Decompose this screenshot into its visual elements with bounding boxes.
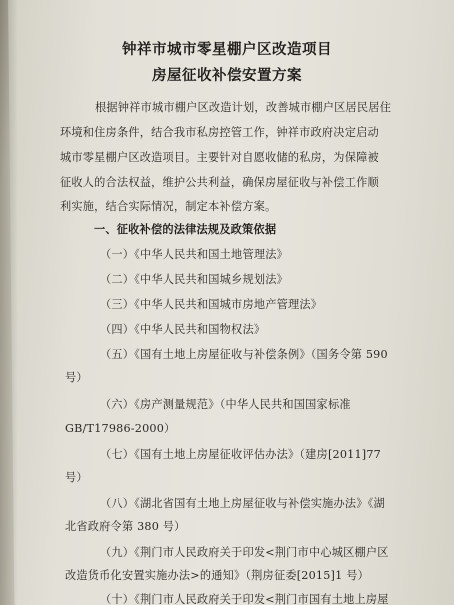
basis-item-continuation: 改造货币化安置实施办法>的通知》（荆房征委[2015]1 号） [65, 569, 369, 582]
basis-item-continuation: GB/T17986-2000） [65, 422, 176, 435]
intro-line: 根据钟祥市城市棚户区改造计划，改善城市棚户区居民居住 [95, 101, 392, 114]
document-title-line-1: 钟祥市城市零星棚户区改造项目 [122, 41, 332, 58]
basis-item: （三）《中华人民共和国城市房地产管理法》 [100, 298, 323, 311]
basis-item: （一）《中华人民共和国土地管理法》 [100, 248, 288, 261]
basis-item: （十）《荆门市人民政府关于印发<荆门市国有土地上房屋 [100, 593, 389, 605]
intro-line: 城市零星棚户区改造项目。主要针对自愿收储的私房，为保障被 [60, 151, 379, 164]
basis-item-continuation: 号） [65, 471, 88, 484]
basis-item: （八）《湖北省国有土地上房屋征收与补偿实施办法》《湖 [100, 497, 385, 510]
intro-line: 环境和住房条件，结合我市私房控管工作，钟祥市政府决定启动 [60, 126, 379, 139]
basis-item: （六）《房产测量规范》（中华人民共和国国家标准 [100, 398, 351, 411]
document-title-line-2: 房屋征收补偿安置方案 [152, 67, 302, 84]
basis-item-continuation: 北省政府令第 380 号） [65, 520, 186, 533]
basis-item: （九）《荆门市人民政府关于印发<荆门市中心城区棚户区 [100, 546, 389, 559]
basis-item-continuation: 号） [65, 371, 88, 384]
basis-item: （二）《中华人民共和国城乡规划法》 [100, 273, 288, 286]
basis-item: （四）《中华人民共和国物权法》 [100, 323, 266, 336]
intro-line: 征收人的合法权益，维护公共利益，确保房屋征收与补偿工作顺 [60, 176, 379, 189]
basis-item: （五）《国有土地上房屋征收与补偿条例》（国务令第 590 [100, 348, 388, 361]
basis-item: （七）《国有土地上房屋征收评估办法》（建房[2011]77 [100, 448, 381, 461]
intro-line: 利实施，结合实际情况，制定本补偿方案。 [60, 200, 277, 213]
section-heading: 一、征收补偿的法律法规及政策依据 [94, 222, 277, 236]
